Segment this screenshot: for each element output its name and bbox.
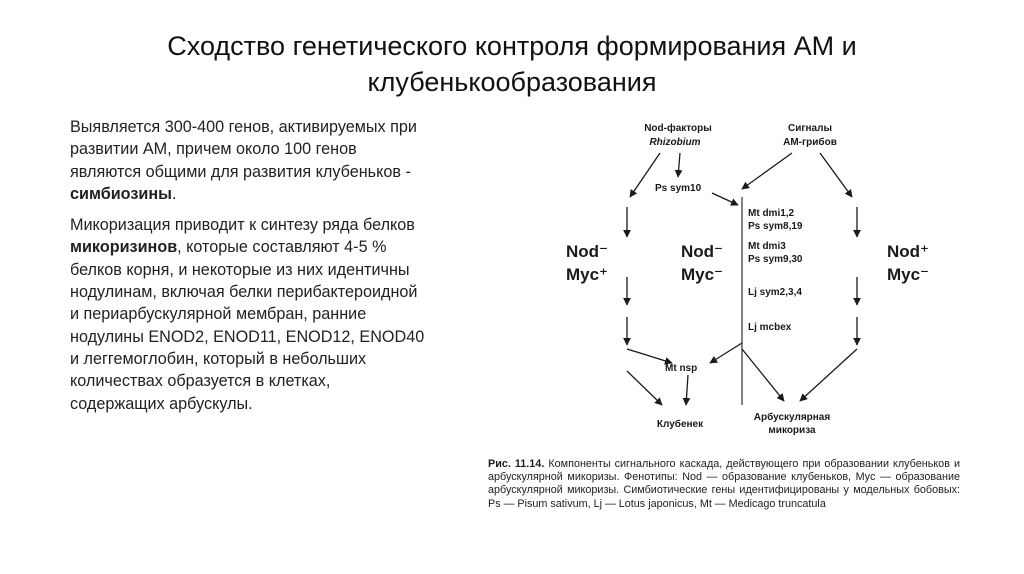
gene-lj-mcbex: Lj mcbex [748, 322, 792, 333]
gene-lj-sym234: Lj sym2,3,4 [748, 287, 802, 298]
paragraph-symbiosins [70, 116, 428, 205]
phenotype-left-nod: Nod⁻ [565, 242, 609, 261]
phenotype-left-myc: Myc⁺ [565, 265, 609, 284]
source-rhizobium: Rhizobium [649, 137, 701, 148]
phenotype-right-myc: Myc⁻ [886, 265, 930, 284]
source-am-signals: Сигналы [787, 123, 833, 134]
outcome-nodule: Клубенек [656, 419, 704, 430]
gene-mt-dmi3: Mt dmi3 [748, 241, 786, 252]
phenotype-mid-nod: Nod⁻ [680, 242, 724, 261]
source-am-fungi: АМ-грибов [783, 137, 837, 148]
gene-mt-nsp: Mt nsp [665, 363, 698, 374]
paragraph-1-text: Выявляется 300-400 генов, активируемых при развитии АМ, причем около 100 генов являются общими для развития клубеньков - [70, 118, 417, 181]
outcome-mycorrhiza: микориза [768, 425, 816, 436]
gene-ps-sym10: Ps sym10 [655, 183, 702, 194]
slide-title [80, 28, 944, 100]
signal-cascade-diagram [530, 105, 980, 445]
term-mycorrhizins: микоризинов [70, 238, 178, 257]
phenotype-right-nod: Nod⁺ [886, 242, 930, 261]
gene-mt-dmi12: Mt dmi1,2 [748, 208, 795, 219]
paragraph-1-end: . [171, 184, 177, 203]
title-line-2: клубенькообразования [367, 67, 657, 97]
gene-ps-sym930: Ps sym9,30 [748, 254, 803, 265]
outcome-arbuscular: Арбускулярная [753, 412, 831, 423]
paragraph-2-rest: , которые составляют 4-5 % белков корня, и некоторые из них идентичны нодулинам, включая белки перибактероидной и периарбускулярной мембран, ранние нодулины ENOD2, ENOD11, ENOD12, ENOD40 и леггемоглобин, который в небольших количествах образуется в клетках, содержащих арбускулы. [70, 238, 425, 413]
caption-text: Компоненты сигнального каскада, действующего при образовании клубеньков и арбускулярной микоризы. Фенотипы: Nod — образование клубеньков, Myc — образование арбускулярной микоризы. Симбиотические гены идентифицированы у модельных бобовых: Ps — Pisum sativum, Lj — Lotus japonicus, Mt — Medicago truncatula [488, 458, 961, 510]
paragraph-mycorrhizins [70, 214, 428, 415]
source-nod-factors: Nod-факторы [644, 123, 712, 134]
figure-caption [488, 458, 960, 511]
title-line-1: Сходство генетического контроля формирования АМ и [167, 31, 857, 61]
caption-label: Рис. 11.14. [488, 458, 545, 470]
paragraph-2-start: Микоризация приводит к синтезу ряда белков [70, 216, 415, 235]
gene-ps-sym819: Ps sym8,19 [748, 221, 803, 232]
phenotype-mid-myc: Myc⁻ [680, 265, 724, 284]
body-text [70, 116, 428, 424]
term-symbiosins: симбиозины [70, 184, 172, 203]
